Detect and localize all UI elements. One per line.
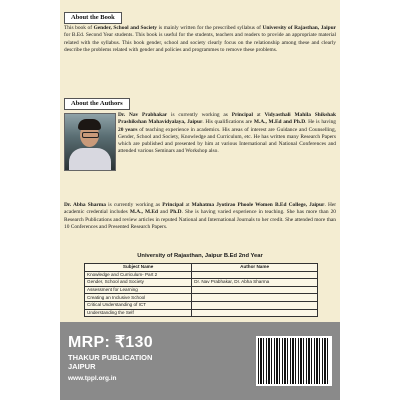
- subject-column-header: Subject Name: [85, 264, 192, 272]
- subject-cell: Assessment for Learning: [85, 286, 192, 294]
- syllabus-title: University of Rajasthan, Jaipur B.Ed 2nd Year: [137, 253, 263, 259]
- subject-cell: Understanding the Self: [85, 309, 192, 317]
- barcode-icon: [256, 336, 332, 386]
- syllabus-table: [84, 263, 318, 317]
- table-row: [85, 309, 318, 317]
- table-row: [85, 271, 318, 279]
- author-2-institution: Mahatma Jyotirao Phoole Women B.Ed College, Jaipur: [191, 202, 325, 208]
- syllabus-header-row: [85, 264, 318, 272]
- about-book-text-1: This book of: [64, 25, 94, 31]
- cover-footer: [60, 322, 340, 400]
- about-authors-heading: About the Authors: [64, 98, 130, 110]
- price-label: MRP: ₹130: [68, 334, 153, 351]
- book-back-cover: [60, 0, 340, 400]
- author-cell: [192, 271, 318, 279]
- about-book-text-2: is mainly written for the prescribed syllabus of: [156, 25, 263, 31]
- subject-cell: Gender, School and Society: [85, 279, 192, 287]
- about-book-text-3: for B.Ed. Second Year students. This book is useful for the students, teachers and readers to provide an appropriate material related with the syllabus. This book gender, school and society clearly focus on the relationship among these and clearly describe the problems related with gender and policies and programmes to remove these problems.: [64, 32, 336, 53]
- author-2-name: Dr. Abha Sharma: [64, 202, 106, 208]
- subject-cell: Knowledge and Curriculum- Part 2: [85, 271, 192, 279]
- publisher-city: JAIPUR: [68, 362, 96, 371]
- author-cell: [192, 294, 318, 302]
- author-2-bio: Dr. Abha Sharma is currently working as Principal at Mahatma Jyotirao Phoole Women B.Ed College, Jaipur. Her academic credential includes M.A., M.Ed and Ph.D. She is having varied experience in teaching. She has more than 20 Research Publications and review articles in reputed National and International Journals to her credit. She attended more than 10 Conferences and Presented Research Papers.: [64, 202, 337, 230]
- author-cell: [192, 286, 318, 294]
- publisher-name: THAKUR PUBLICATION JAIPUR: [68, 353, 153, 371]
- author-photo: [64, 113, 116, 171]
- author-column-header: Author Name: [192, 264, 318, 272]
- table-row: [85, 294, 318, 302]
- author-cell: [192, 301, 318, 309]
- author-1-name: Dr. Nav Prabhakar: [118, 112, 168, 118]
- publisher-website: www.tppl.org.in: [68, 375, 117, 382]
- subject-cell: Critical Understanding of ICT: [85, 301, 192, 309]
- author-cell: Dr. Nav Prabhakar, Dr. Abha Sharma: [192, 279, 318, 287]
- subject-cell: Creating an Inclusive School: [85, 294, 192, 302]
- about-book-subject: Gender, School and Society: [93, 25, 157, 31]
- table-row: [85, 286, 318, 294]
- author-cell: [192, 309, 318, 317]
- about-book-heading: About the Book: [64, 12, 122, 24]
- about-book-university: University of Rajasthan, Jaipur: [262, 25, 336, 31]
- about-book-text: [64, 25, 336, 54]
- author-1-bio: Dr. Nav Prabhakar is currently working as Principal at Vidyasthali Mahila Shikshak Prashikshan Mahavidyalaya, Jaipur. His qualifications are M.A., M.Ed and Ph.D. He is having 20 years of teaching experience in academics. His areas of interest are Guidance and Counselling, Gender, School and Society, Knowledge and Curriculum, etc. He has written many Research Papers which are published and presented by him at various International and National Conferences and attended various Seminars and Workshop also.: [118, 112, 337, 155]
- author-1-institution: Vidyasthali Mahila Shikshak Prashikshan Mahavidyalaya, Jaipur: [118, 112, 337, 126]
- table-row: [85, 301, 318, 309]
- table-row: [85, 279, 318, 287]
